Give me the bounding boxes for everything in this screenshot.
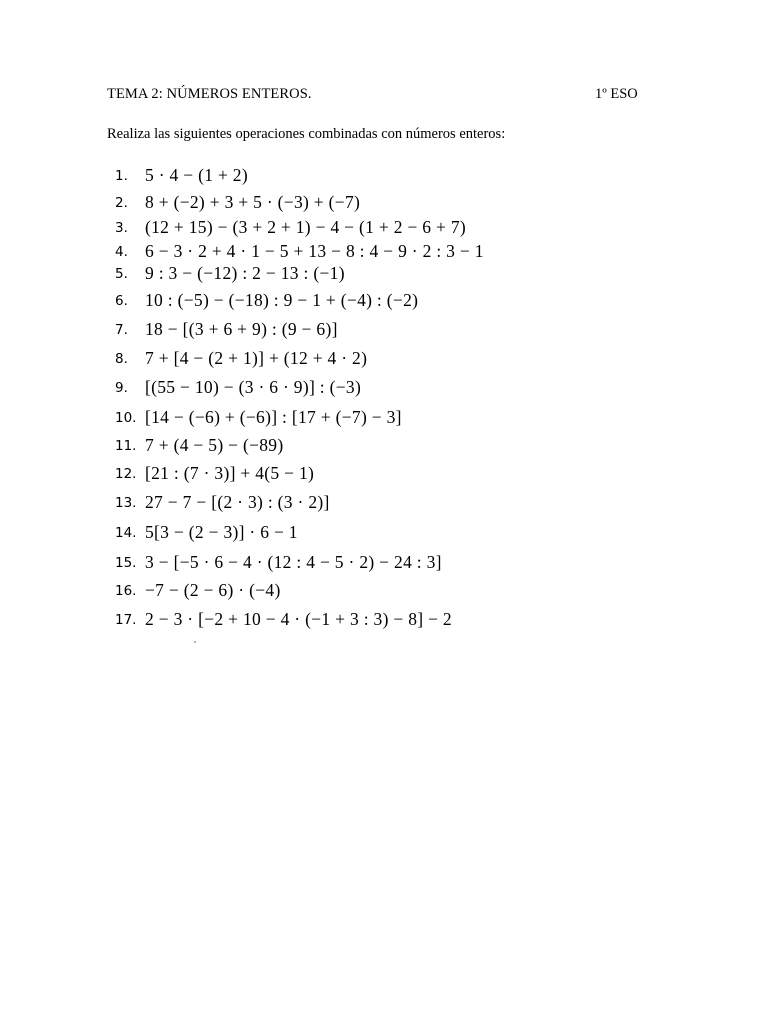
exercise-number: 4. bbox=[115, 243, 128, 260]
exercise-expression: [21 : (7 · 3)] + 4(5 − 1) bbox=[145, 463, 315, 483]
exercise-item bbox=[115, 319, 338, 343]
exercise-item bbox=[115, 241, 484, 265]
exercise-expression: [(55 − 10) − (3 · 6 · 9)] : (−3) bbox=[145, 377, 362, 397]
scan-artifact-dot bbox=[194, 641, 196, 643]
exercise-number: 12. bbox=[115, 465, 137, 482]
exercise-expression: 5 · 4 − (1 + 2) bbox=[145, 165, 248, 185]
exercise-item bbox=[115, 377, 361, 401]
exercise-item bbox=[115, 407, 402, 431]
exercise-number: 7. bbox=[115, 321, 128, 338]
exercise-expression: 18 − [(3 + 6 + 9) : (9 − 6)] bbox=[145, 319, 338, 339]
exercise-expression: 27 − 7 − [(2 · 3) : (3 · 2)] bbox=[145, 492, 330, 512]
exercise-item bbox=[115, 492, 330, 516]
exercise-item bbox=[115, 165, 248, 189]
exercise-number: 16. bbox=[115, 582, 137, 599]
exercise-expression: 2 − 3 · [−2 + 10 − 4 · (−1 + 3 : 3) − 8] − 2 bbox=[145, 609, 452, 629]
exercise-item bbox=[115, 263, 345, 287]
exercise-number: 1. bbox=[115, 167, 128, 184]
exercise-number: 3. bbox=[115, 219, 128, 236]
exercise-number: 11. bbox=[115, 437, 137, 454]
exercise-expression: 3 − [−5 · 6 − 4 · (12 : 4 − 5 · 2) − 24 : 3] bbox=[145, 552, 442, 572]
exercise-expression: −7 − (2 − 6) · (−4) bbox=[145, 580, 281, 600]
exercise-item bbox=[115, 435, 284, 459]
exercise-number: 14. bbox=[115, 524, 137, 541]
exercise-item bbox=[115, 609, 452, 633]
exercise-item bbox=[115, 463, 314, 487]
exercise-number: 5. bbox=[115, 265, 128, 282]
exercise-expression: 10 : (−5) − (−18) : 9 − 1 + (−4) : (−2) bbox=[145, 290, 419, 310]
exercise-expression: (12 + 15) − (3 + 2 + 1) − 4 − (1 + 2 − 6 + 7) bbox=[145, 217, 467, 237]
exercise-item bbox=[115, 552, 442, 576]
exercise-number: 10. bbox=[115, 409, 137, 426]
exercise-expression: 9 : 3 − (−12) : 2 − 13 : (−1) bbox=[145, 263, 345, 283]
exercise-item bbox=[115, 217, 466, 241]
exercise-item bbox=[115, 580, 281, 604]
exercise-number: 15. bbox=[115, 554, 137, 571]
exercise-number: 8. bbox=[115, 350, 128, 367]
exercise-expression: 6 − 3 · 2 + 4 · 1 − 5 + 13 − 8 : 4 − 9 · 2 : 3 − 1 bbox=[145, 241, 484, 261]
exercise-number: 13. bbox=[115, 494, 137, 511]
exercise-number: 17. bbox=[115, 611, 137, 628]
exercise-number: 6. bbox=[115, 292, 128, 309]
exercise-number: 9. bbox=[115, 379, 128, 396]
exercise-expression: 5[3 − (2 − 3)] · 6 − 1 bbox=[145, 522, 298, 542]
exercise-item bbox=[115, 192, 360, 216]
course-level: 1º ESO bbox=[595, 86, 638, 102]
instructions-text: Realiza las siguientes operaciones combinadas con números enteros: bbox=[107, 126, 506, 142]
exercise-item bbox=[115, 348, 367, 372]
exercise-number: 2. bbox=[115, 194, 128, 211]
page-title: TEMA 2: NÚMEROS ENTEROS. bbox=[107, 86, 312, 102]
exercise-item bbox=[115, 522, 298, 546]
exercise-expression: 7 + [4 − (2 + 1)] + (12 + 4 · 2) bbox=[145, 348, 368, 368]
exercise-expression: [14 − (−6) + (−6)] : [17 + (−7) − 3] bbox=[145, 407, 402, 427]
exercise-expression: 8 + (−2) + 3 + 5 · (−3) + (−7) bbox=[145, 192, 361, 212]
exercise-expression: 7 + (4 − 5) − (−89) bbox=[145, 435, 284, 455]
exercise-item bbox=[115, 290, 418, 314]
